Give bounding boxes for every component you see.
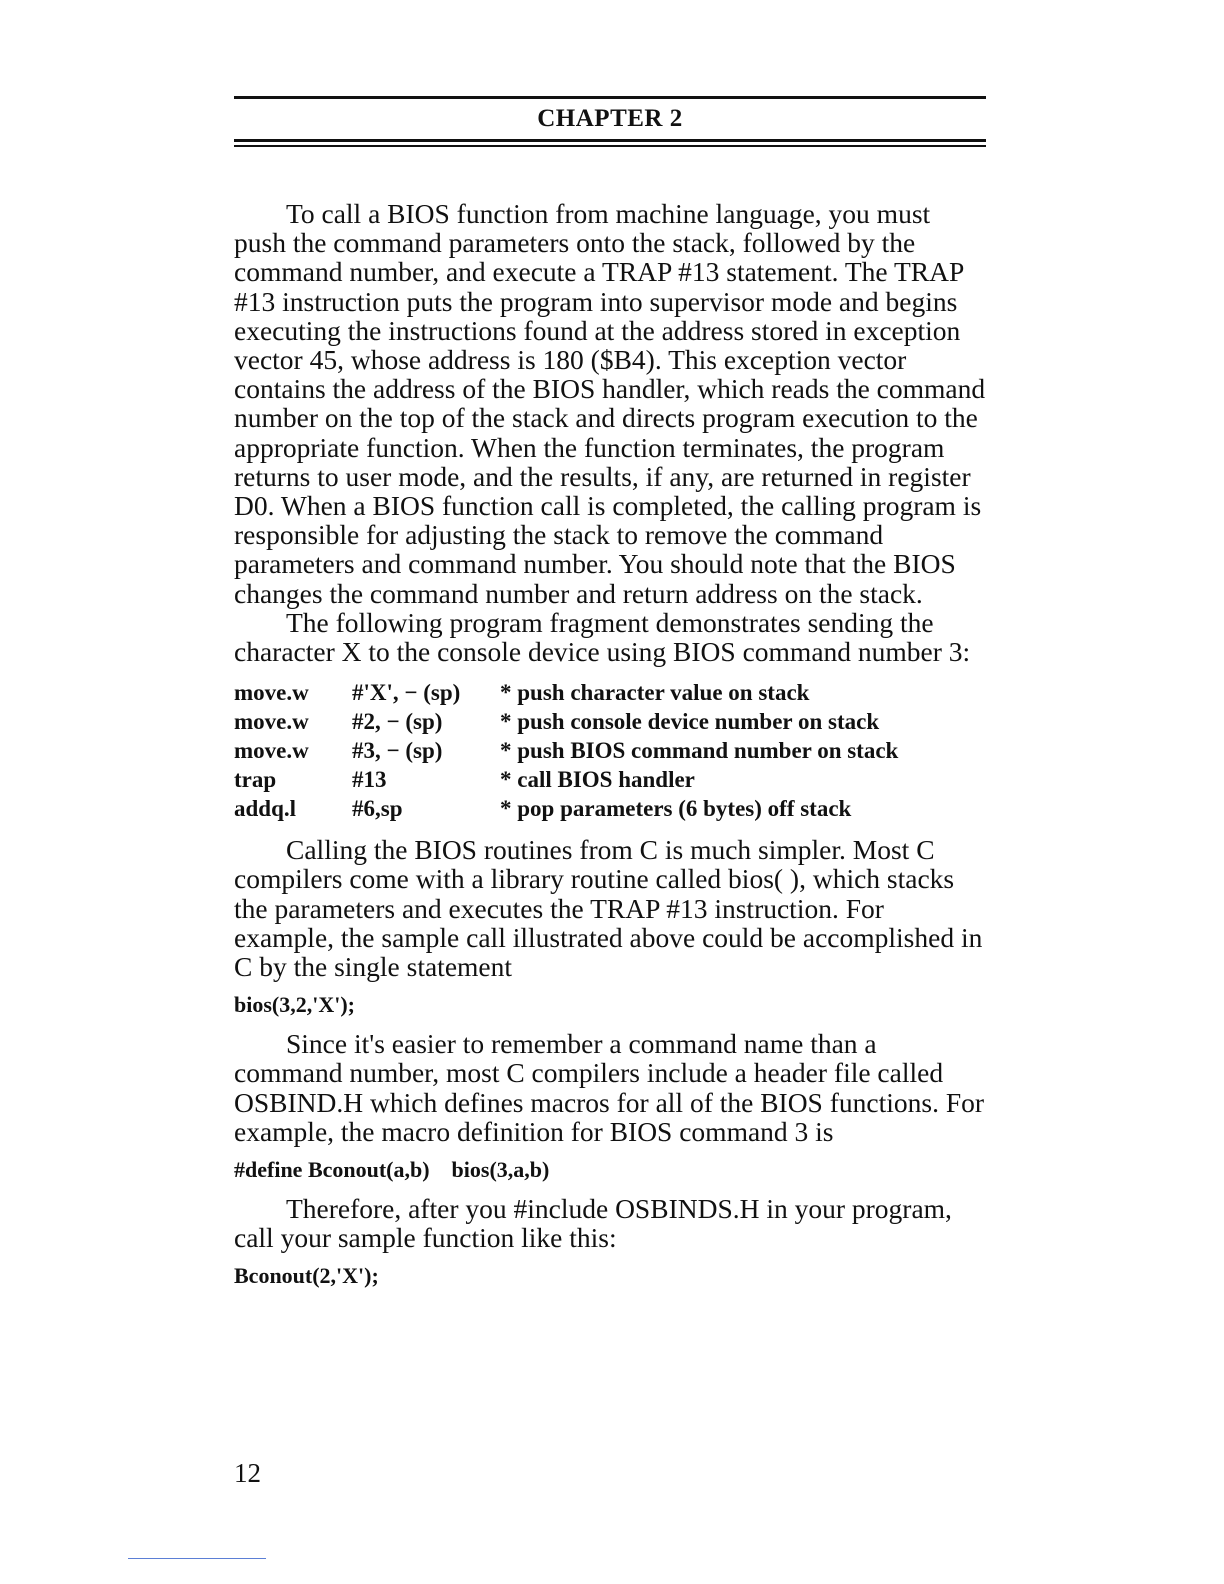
listing-comment: * call BIOS handler	[500, 767, 695, 793]
header-rule-bottom	[234, 139, 986, 147]
code-bios-call: bios(3,2,'X');	[234, 992, 355, 1018]
code-define-macro: #define Bconout(a,b) bios(3,a,b)	[234, 1157, 550, 1183]
listing-row	[234, 678, 986, 707]
listing-row	[234, 736, 986, 765]
assembly-listing	[234, 678, 986, 823]
listing-operand: #2, − (sp)	[352, 709, 443, 735]
chapter-heading: CHAPTER 2	[537, 105, 683, 132]
listing-opcode: trap	[234, 767, 277, 793]
listing-opcode: move.w	[234, 680, 309, 706]
listing-comment: * push console device number on stack	[500, 709, 880, 735]
paragraph-osbind: Since it's easier to remember a command name than a command number, most C compilers include a header file called OSBIND.H which defines macros for all of the BIOS functions. For example, the macro definition for BIOS command 3 is	[234, 1028, 985, 1147]
scan-artifact-line	[128, 1558, 266, 1559]
listing-comment: * push character value on stack	[500, 680, 810, 706]
paragraph-c-calling: Calling the BIOS routines from C is much simpler. Most C compilers come with a library routine called bios( ), which stacks the parameters and executes the TRAP #13 instruction. For example, the sample call illustrated above could be accomplished in C by the single statement	[234, 834, 983, 983]
paragraph-fragment-intro: The following program fragment demonstrates sending the character X to the console device using BIOS command number 3:	[234, 606, 971, 668]
listing-operand: #3, − (sp)	[352, 738, 443, 764]
listing-comment: * pop parameters (6 bytes) off stack	[500, 796, 852, 822]
page-number: 12	[234, 1458, 261, 1488]
code-bconout-call: Bconout(2,'X');	[234, 1263, 379, 1289]
listing-comment: * push BIOS command number on stack	[500, 738, 899, 764]
listing-row	[234, 794, 986, 823]
listing-row	[234, 707, 986, 736]
listing-opcode: move.w	[234, 709, 309, 735]
page-content	[234, 96, 986, 1300]
paragraph-include: Therefore, after you #include OSBINDS.H in your program, call your sample function like this:	[234, 1193, 952, 1254]
listing-operand: #13	[352, 767, 387, 793]
body-text	[234, 199, 986, 1290]
listing-row	[234, 765, 986, 794]
listing-opcode: move.w	[234, 738, 309, 764]
listing-operand: #6,sp	[352, 796, 403, 822]
paragraph-bios-intro: To call a BIOS function from machine language, you must push the command parameters onto the stack, followed by the command number, and execute a TRAP #13 statement. The TRAP #13 instruction puts the program into supervisor mode and begins executing the instructions found at the address stored in exception vector 45, whose address is 180 ($B4). This exception vector contains the address of the BIOS handler, which reads the command number on the top of the stack and directs program execution to the appropriate function. When the function terminates, the program returns to user mode, and the results, if any, are returned in register D0. When a BIOS function call is completed, the calling program is responsible for adjusting the stack to remove the command parameters and command number. You should note that the BIOS changes the command number and return address on the stack.	[234, 198, 986, 609]
listing-operand: #'X', − (sp)	[352, 680, 461, 706]
listing-opcode: addq.l	[234, 796, 297, 822]
